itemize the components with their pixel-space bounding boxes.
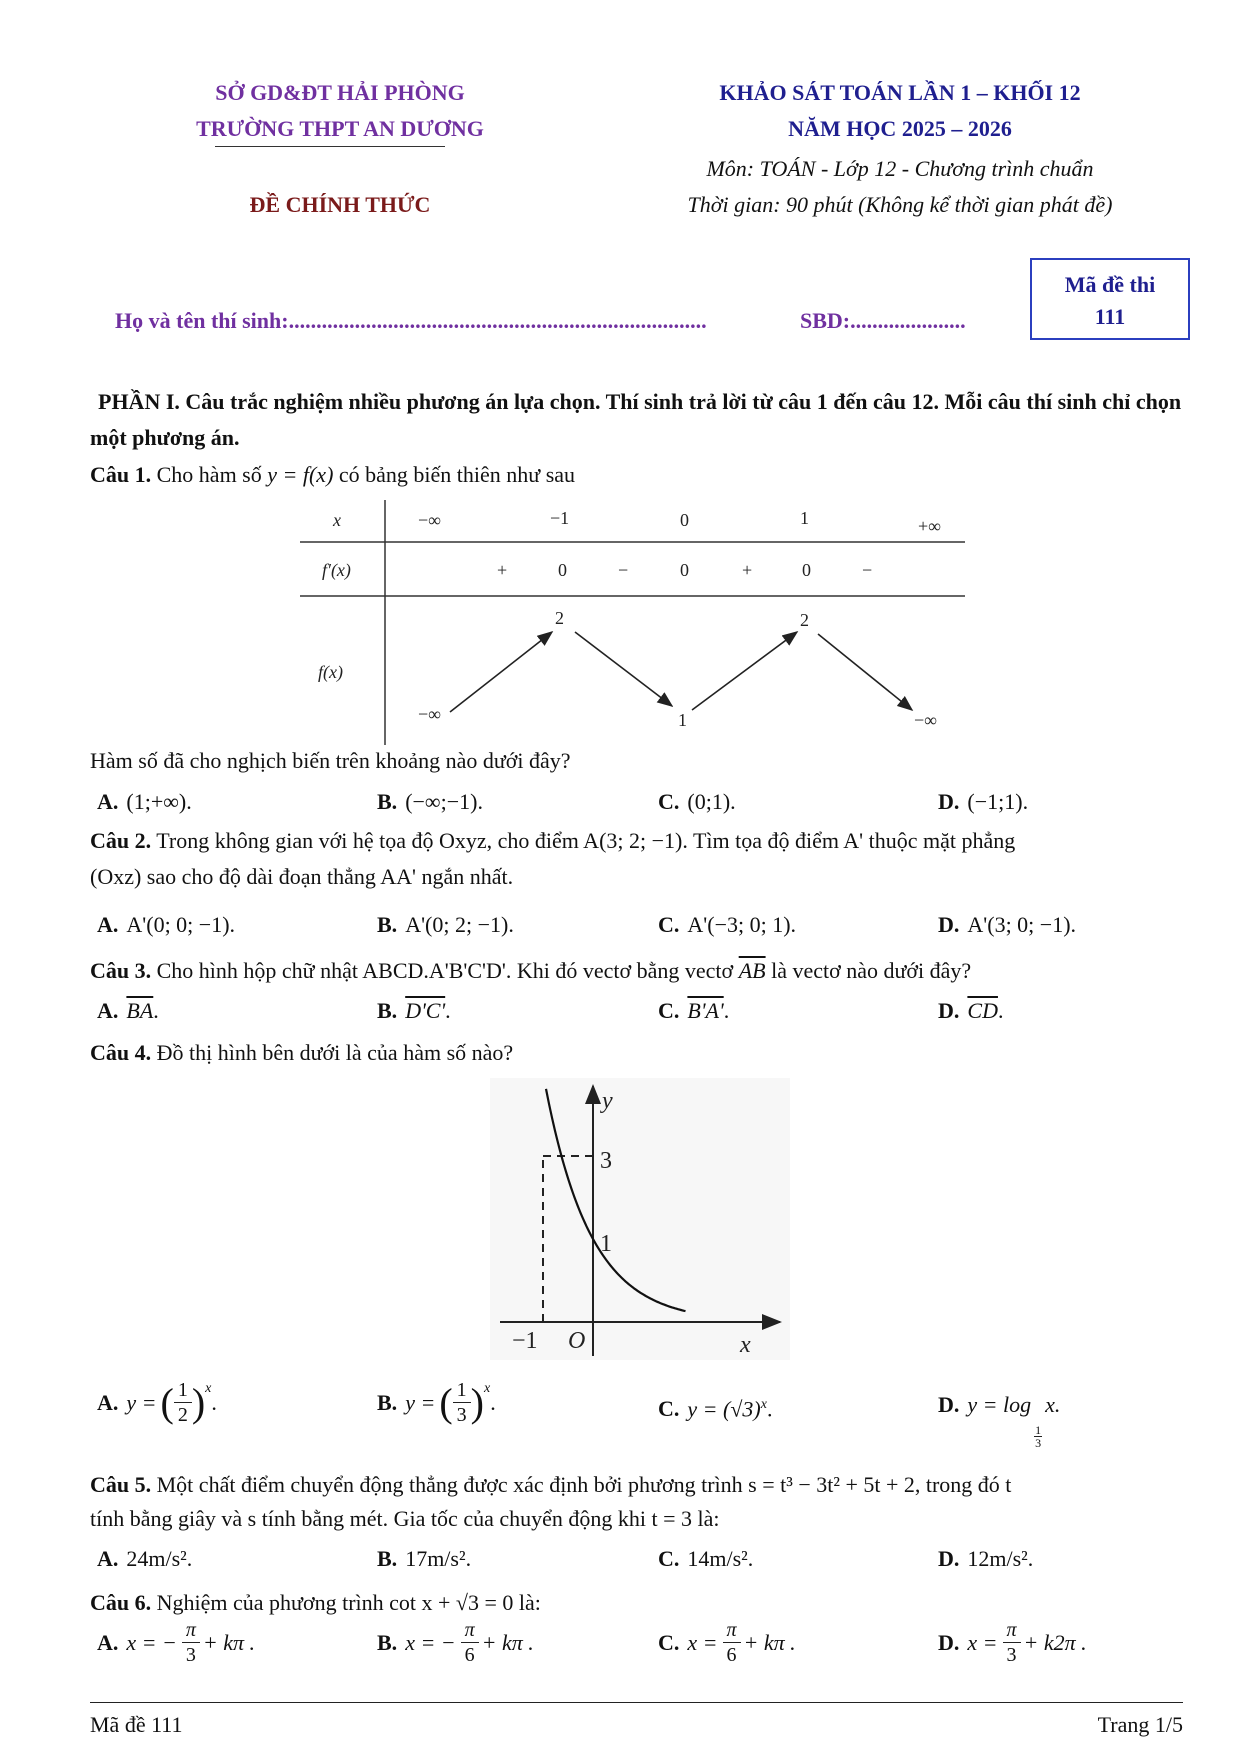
q3-option-c[interactable]: C. B'A'. bbox=[658, 998, 730, 1023]
q5-opt-a-text: 24m/s². bbox=[126, 1546, 193, 1571]
q3-opt-d-text: $\overline{CD}$ bbox=[967, 998, 998, 1023]
tbl-arrow-up-1 bbox=[450, 632, 552, 712]
question-6 bbox=[90, 1586, 1181, 1620]
q6-opt-d-den: 3 bbox=[1006, 1644, 1017, 1666]
q1-option-b[interactable] bbox=[377, 787, 483, 817]
tbl-x-2: 0 bbox=[680, 510, 689, 530]
q6-option-c[interactable] bbox=[658, 1618, 796, 1667]
graph-tick-neg1: −1 bbox=[512, 1328, 538, 1354]
graph-y-label: y bbox=[602, 1088, 613, 1114]
q5-option-b[interactable] bbox=[377, 1544, 471, 1574]
q1-opt-d-text: (−1;1). bbox=[967, 789, 1029, 814]
q3-vector: $\overline{AB}$ bbox=[738, 958, 766, 983]
question-1 bbox=[90, 458, 1181, 492]
school-name: TRƯỜNG THPT AN DƯƠNG bbox=[196, 116, 484, 141]
tbl-f-label: f(x) bbox=[318, 662, 343, 682]
q6-opt-b-den: 6 bbox=[464, 1644, 475, 1666]
exam-title: KHẢO SÁT TOÁN LẦN 1 – KHỐI 12 bbox=[719, 80, 1081, 105]
school-underline bbox=[215, 146, 445, 147]
tbl-f-1: 2 bbox=[555, 608, 564, 628]
q6-opt-b-num: π bbox=[464, 1619, 475, 1641]
q4-opt-b-rparen: ) bbox=[470, 1379, 484, 1425]
q1-option-c[interactable] bbox=[658, 787, 736, 817]
q2-opt-b-text: A'(0; 2; −1). bbox=[405, 912, 514, 937]
q3-label: Câu 3. bbox=[90, 958, 152, 983]
q2-label: Câu 2. bbox=[90, 828, 152, 853]
q4-opt-d-tail: x. bbox=[1045, 1392, 1061, 1417]
q1-opt-a-letter: A. bbox=[97, 789, 119, 814]
tbl-x-3: 1 bbox=[800, 508, 809, 528]
official-label: ĐỀ CHÍNH THỨC bbox=[249, 192, 431, 217]
q6-opt-c-letter: C. bbox=[658, 1629, 680, 1655]
q4-opt-d-sub-num: 1 bbox=[1035, 1423, 1042, 1437]
q4-label: Câu 4. bbox=[90, 1040, 152, 1065]
q3-opt-d-letter: D. bbox=[938, 998, 960, 1023]
q6-opt-b-lead: x = − bbox=[405, 1629, 456, 1655]
q3-opt-c-letter: C. bbox=[658, 998, 680, 1023]
q6-label: Câu 6. bbox=[90, 1590, 152, 1615]
q2-opt-c-text: A'(−3; 0; 1). bbox=[687, 912, 797, 937]
q6-opt-c-lead: x = bbox=[687, 1629, 718, 1655]
q6-opt-d-lead: x = bbox=[967, 1629, 998, 1655]
question-5 bbox=[90, 1468, 1181, 1502]
q4-option-a[interactable]: A. y = ( 1 2 ) $^x$ . bbox=[97, 1378, 217, 1427]
tbl-arrow-down-2 bbox=[818, 634, 912, 710]
q6-opt-c-tail: + kπ . bbox=[743, 1629, 796, 1655]
q3-opt-b-text: D'C' bbox=[405, 998, 446, 1023]
q5-option-a[interactable] bbox=[97, 1544, 192, 1574]
tbl-sign-3: 0 bbox=[680, 560, 689, 580]
q4-opt-c-exp: x bbox=[760, 1397, 767, 1412]
graph-tick-1: 1 bbox=[600, 1231, 612, 1257]
q4-option-b[interactable]: B. y = ( 1 3 ) $^x$ . bbox=[377, 1378, 496, 1427]
q2-opt-d-letter: D. bbox=[938, 912, 960, 937]
q4-option-d[interactable] bbox=[938, 1390, 1060, 1449]
q2-option-d[interactable] bbox=[938, 910, 1076, 940]
tbl-f-0: −∞ bbox=[418, 704, 441, 724]
q2-opt-a-letter: A. bbox=[97, 912, 119, 937]
question-4 bbox=[90, 1036, 1181, 1070]
q1-text-a: Cho hàm số bbox=[156, 462, 262, 487]
school-year: NĂM HỌC 2025 – 2026 bbox=[788, 116, 1012, 141]
q6-opt-d-letter: D. bbox=[938, 1629, 960, 1655]
q3-text-end: là vectơ nào dưới đây? bbox=[771, 958, 972, 983]
q1-text-b: có bảng biến thiên như sau bbox=[338, 462, 576, 487]
q1-option-d[interactable] bbox=[938, 787, 1028, 817]
q4-opt-c-text: y = (√3) bbox=[687, 1396, 761, 1422]
q4-opt-d-lead: y = log bbox=[967, 1392, 1032, 1417]
q5-label: Câu 5. bbox=[90, 1472, 152, 1497]
tbl-fp-label: f′(x) bbox=[322, 560, 351, 580]
q6-opt-c-den: 6 bbox=[726, 1644, 737, 1666]
q6-opt-a-num: π bbox=[185, 1619, 196, 1641]
graph-background bbox=[490, 1078, 790, 1360]
q5-opt-d-text: 12m/s². bbox=[967, 1546, 1034, 1571]
graph-tick-3: 3 bbox=[600, 1148, 612, 1174]
q5-opt-d-letter: D. bbox=[938, 1546, 960, 1571]
tbl-sign-1: 0 bbox=[558, 560, 567, 580]
tbl-x-label: x bbox=[333, 510, 341, 530]
q4-opt-a-den: 2 bbox=[177, 1404, 188, 1426]
q1-opt-b-text: (−∞;−1). bbox=[405, 789, 483, 814]
q4-opt-d-letter: D. bbox=[938, 1392, 960, 1417]
q6-opt-a-den: 3 bbox=[185, 1644, 196, 1666]
tbl-x-4: +∞ bbox=[918, 516, 941, 536]
exam-code-label: Mã đề thi bbox=[1064, 272, 1156, 297]
q4-opt-b-lead: y = bbox=[405, 1389, 436, 1415]
q2-opt-b-letter: B. bbox=[377, 912, 398, 937]
q4-opt-b-exp: x bbox=[483, 1381, 491, 1396]
q1-opt-b-letter: B. bbox=[377, 789, 398, 814]
q6-opt-a-lead: x = − bbox=[126, 1629, 177, 1655]
q5-opt-b-text: 17m/s². bbox=[405, 1546, 472, 1571]
q6-opt-d-tail: + k2π . bbox=[1023, 1629, 1087, 1655]
q4-opt-a-lparen: ( bbox=[160, 1379, 174, 1425]
q1-question: Hàm số đã cho nghịch biến trên khoảng nào dưới đây? bbox=[90, 748, 571, 773]
q3-opt-b-letter: B. bbox=[377, 998, 398, 1023]
q4-opt-b-lparen: ( bbox=[439, 1379, 453, 1425]
q4-opt-a-lead: y = bbox=[126, 1389, 157, 1415]
q1-opt-c-text: (0;1). bbox=[687, 789, 736, 814]
tbl-f-4: −∞ bbox=[914, 710, 937, 730]
q2-opt-a-text: A'(0; 0; −1). bbox=[126, 912, 236, 937]
q2-option-b[interactable] bbox=[377, 910, 514, 940]
q2-line1: Trong không gian với hệ tọa độ Oxyz, cho điểm A(3; 2; −1). Tìm tọa độ điểm A' thuộc mặt phẳng bbox=[156, 828, 1016, 853]
q1-expr: y = f(x) bbox=[267, 462, 334, 487]
question-3 bbox=[90, 954, 1181, 988]
q4-opt-d-sub-den: 3 bbox=[1035, 1436, 1042, 1450]
q4-opt-a-letter: A. bbox=[97, 1389, 119, 1415]
q4-opt-a-rparen: ) bbox=[191, 1379, 206, 1425]
subject-line: Môn: TOÁN - Lớp 12 - Chương trình chuẩn bbox=[706, 156, 1094, 181]
question-2 bbox=[90, 824, 1181, 858]
footer-page-number: Trang 1/5 bbox=[1097, 1712, 1183, 1737]
tbl-sign-5: 0 bbox=[802, 560, 811, 580]
q2-option-a[interactable] bbox=[97, 910, 235, 940]
graph-x-label: x bbox=[740, 1332, 751, 1358]
q1-opt-c-letter: C. bbox=[658, 789, 680, 814]
q3-option-b[interactable]: B. D'C'. bbox=[377, 998, 451, 1023]
tbl-sign-2: − bbox=[618, 560, 629, 580]
q2-line2: (Oxz) sao cho độ dài đoạn thẳng AA' ngắn nhất. bbox=[90, 864, 514, 889]
q6-opt-b-tail: + kπ . bbox=[481, 1629, 534, 1655]
q6-opt-a-letter: A. bbox=[97, 1629, 119, 1655]
q6-opt-c-num: π bbox=[726, 1619, 737, 1641]
q3-opt-c-text: B'A' bbox=[687, 998, 724, 1023]
q2-opt-c-letter: C. bbox=[658, 912, 680, 937]
q6-option-d[interactable] bbox=[938, 1618, 1087, 1667]
tbl-x-0: −∞ bbox=[418, 510, 441, 530]
tbl-arrow-up-2 bbox=[692, 632, 797, 710]
q6-opt-d-num: π bbox=[1006, 1619, 1017, 1641]
q5-option-c[interactable] bbox=[658, 1544, 753, 1574]
q4-graph bbox=[490, 1078, 790, 1360]
sbd-field: SBD:..................... bbox=[800, 308, 966, 333]
q6-option-b[interactable] bbox=[377, 1618, 534, 1667]
q3-option-a[interactable]: A. $\overline{BA}$. bbox=[97, 998, 159, 1023]
q4-opt-b-letter: B. bbox=[377, 1389, 398, 1415]
tbl-f-3: 2 bbox=[800, 610, 809, 630]
q4-opt-a-exp: x bbox=[205, 1381, 212, 1396]
tbl-arrow-down-1 bbox=[575, 632, 672, 706]
q4-opt-b-den: 3 bbox=[456, 1404, 467, 1426]
q1-opt-d-letter: D. bbox=[938, 789, 960, 814]
q5-opt-c-letter: C. bbox=[658, 1546, 680, 1571]
q5-line2: tính bằng giây và s tính bằng mét. Gia tốc của chuyển động khi t = 3 là: bbox=[90, 1506, 720, 1531]
q3-text: Cho hình hộp chữ nhật ABCD.A'B'C'D'. Khi đó vectơ bằng vectơ bbox=[156, 958, 734, 983]
q2-option-c[interactable] bbox=[658, 910, 796, 940]
q3-option-d[interactable]: D. $\overline{CD}$. bbox=[938, 998, 1004, 1023]
section-title: PHẦN I. Câu trắc nghiệm nhiều phương án lựa chọn. Thí sinh trả lời từ câu 1 đến câu 12. Mỗi câu thí sinh chỉ chọn một phương án. bbox=[90, 389, 1182, 450]
graph-origin: O bbox=[568, 1328, 586, 1354]
q1-label: Câu 1. bbox=[90, 462, 152, 487]
q1-option-a[interactable] bbox=[97, 787, 192, 817]
school-dept: SỞ GD&ĐT HẢI PHÒNG bbox=[215, 80, 465, 105]
tbl-f-2: 1 bbox=[678, 710, 687, 730]
q6-option-a[interactable] bbox=[97, 1618, 255, 1667]
q1-opt-a-text: (1;+∞). bbox=[126, 789, 192, 814]
tbl-x-1: −1 bbox=[550, 508, 570, 528]
exam-code-box bbox=[1030, 258, 1190, 340]
tbl-sign-0: + bbox=[497, 560, 508, 580]
q4-text: Đồ thị hình bên dưới là của hàm số nào? bbox=[156, 1040, 514, 1065]
student-name-field: Họ và tên thí sinh:............................................................................ bbox=[115, 308, 707, 333]
q4-option-c[interactable]: C. $y = (√3)^x$. bbox=[658, 1396, 773, 1422]
q4-opt-a-num: 1 bbox=[177, 1379, 188, 1401]
q5-opt-c-text: 14m/s². bbox=[687, 1546, 754, 1571]
q3-opt-a-text: $\overline{BA}$ bbox=[126, 998, 154, 1023]
time-line: Thời gian: 90 phút (Không kể thời gian phát đề) bbox=[687, 192, 1113, 217]
tbl-sign-4: + bbox=[742, 560, 753, 580]
q6-opt-a-tail: + kπ . bbox=[202, 1629, 255, 1655]
q4-opt-c-letter: C. bbox=[658, 1396, 680, 1422]
footer-rule bbox=[90, 1702, 1183, 1703]
q5-option-d[interactable] bbox=[938, 1544, 1033, 1574]
q4-opt-b-num: 1 bbox=[456, 1379, 467, 1401]
footer-exam-code: Mã đề 111 bbox=[90, 1712, 183, 1737]
q6-text: Nghiệm của phương trình cot x + √3 = 0 là: bbox=[156, 1590, 541, 1615]
variation-table bbox=[300, 500, 970, 750]
q5-opt-b-letter: B. bbox=[377, 1546, 398, 1571]
q2-opt-d-text: A'(3; 0; −1). bbox=[967, 912, 1077, 937]
exam-code-value: 111 bbox=[1094, 304, 1126, 329]
q5-opt-a-letter: A. bbox=[97, 1546, 119, 1571]
tbl-sign-6: − bbox=[862, 560, 873, 580]
q6-opt-b-letter: B. bbox=[377, 1629, 398, 1655]
q3-opt-a-letter: A. bbox=[97, 998, 119, 1023]
q5-line1: Một chất điểm chuyển động thẳng được xác định bởi phương trình s = t³ − 3t² + 5t + 2, trong đó t bbox=[156, 1472, 1012, 1497]
